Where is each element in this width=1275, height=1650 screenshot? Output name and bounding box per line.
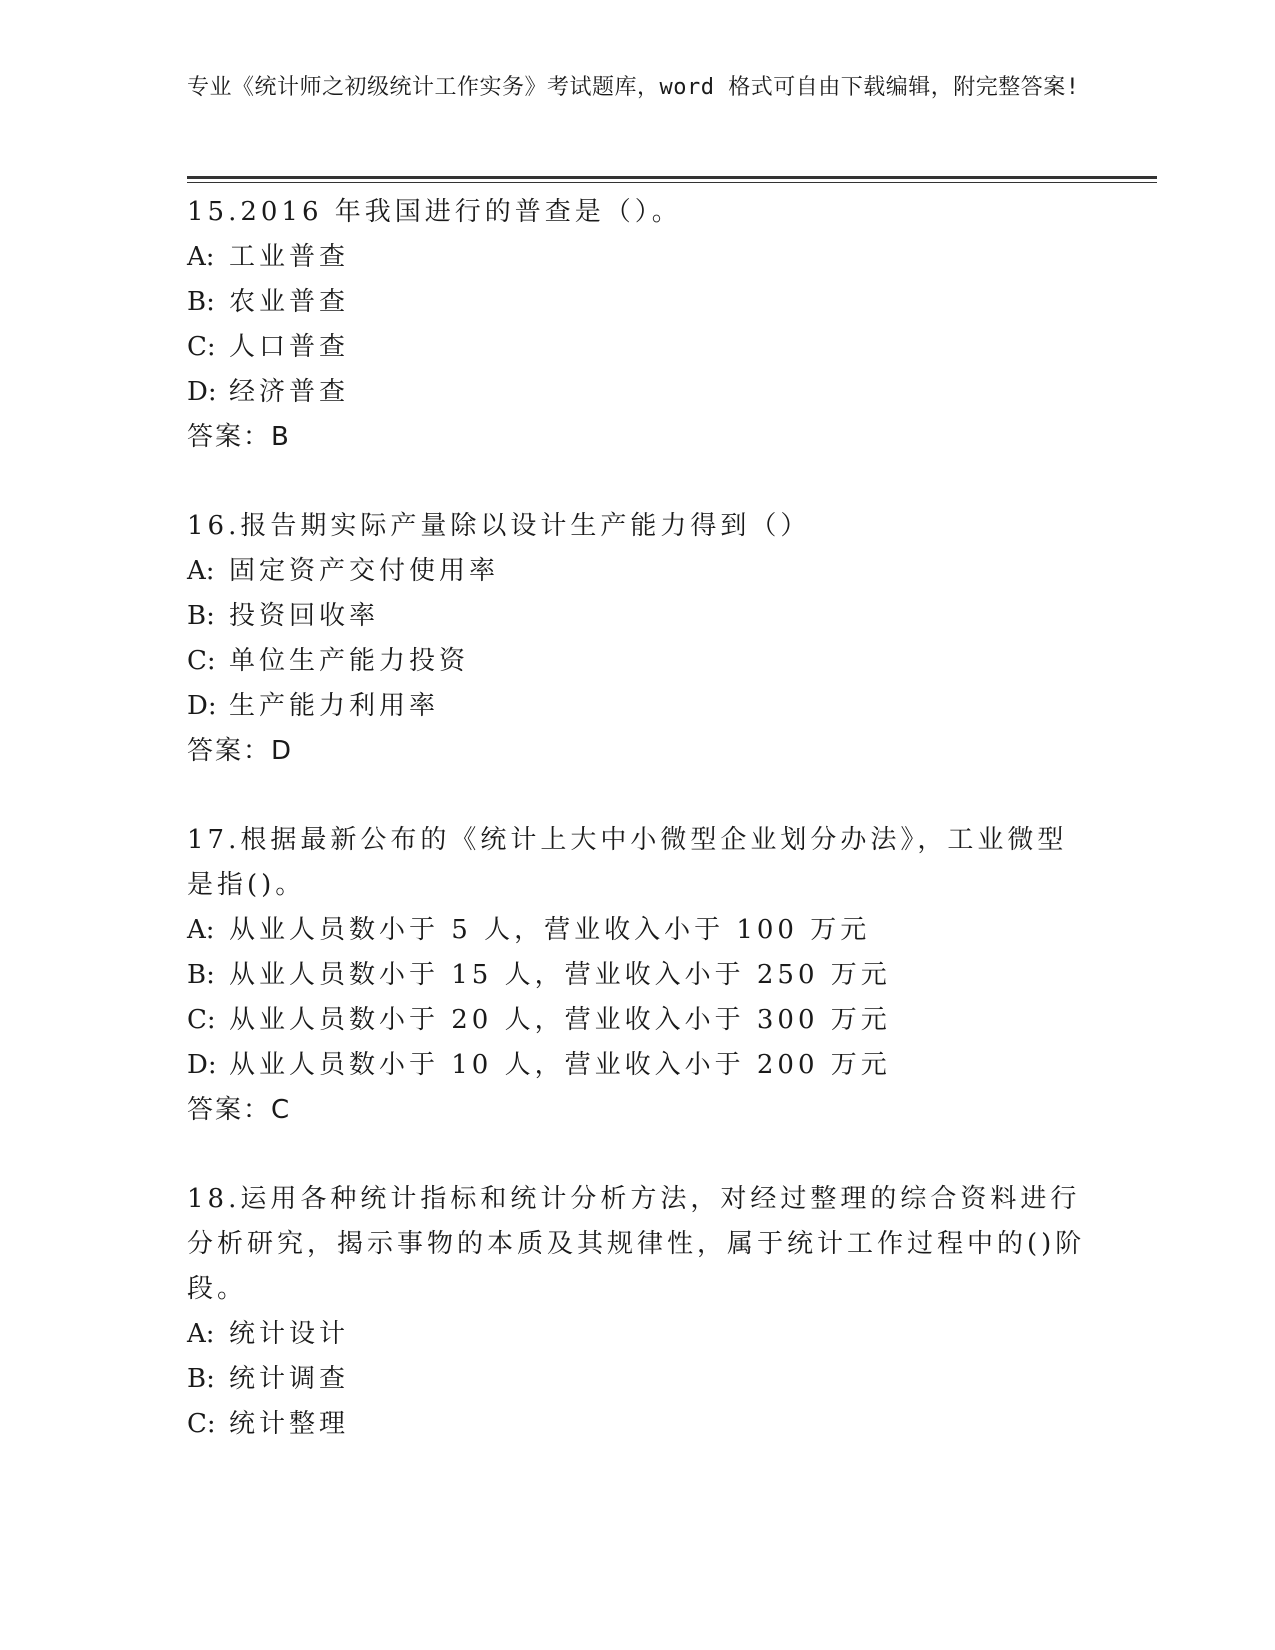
option-letter: C: [187,332,216,362]
option-letter: C: [187,1005,216,1035]
option-a [187,549,1087,594]
option-letter: A: [187,1319,215,1349]
question-15 [187,190,1087,460]
option-d [187,684,1087,729]
question-17 [187,818,1087,1133]
option-text: 从业人员数小于 15 人，营业收入小于 250 万元 [229,960,891,990]
option-letter: B: [187,601,215,631]
option-letter: C: [187,1409,216,1439]
option-text: 工业普查 [229,242,350,272]
option-text: 投资回收率 [229,601,380,631]
option-letter: B: [187,1364,215,1394]
option-text: 单位生产能力投资 [229,646,470,676]
option-letter: B: [187,960,215,990]
option-text: 人口普查 [229,332,350,362]
option-d [187,370,1087,415]
option-text: 从业人员数小于 5 人，营业收入小于 100 万元 [229,915,871,945]
option-text: 统计设计 [229,1319,350,1349]
option-letter: C: [187,646,216,676]
option-letter: A: [187,915,215,945]
option-text: 从业人员数小于 20 人，营业收入小于 300 万元 [229,1005,891,1035]
option-text: 经济普查 [229,377,350,407]
answer-line: 答案：D [187,736,294,766]
option-c [187,639,1087,684]
answer-line: 答案：B [187,422,291,452]
option-c [187,1402,1087,1447]
option-text: 统计调查 [229,1364,350,1394]
header-rule-thick [187,176,1157,179]
option-letter: B: [187,287,215,317]
option-letter: D: [187,691,217,721]
question-16 [187,504,1087,774]
option-letter: D: [187,1050,217,1080]
option-b [187,280,1087,325]
option-letter: A: [187,242,215,272]
option-b [187,953,1087,998]
option-b [187,594,1087,639]
question-text: 18.运用各种统计指标和统计分析方法，对经过整理的综合资料进行分析研究，揭示事物的本质及其规律性，属于统计工作过程中的()阶段。 [187,1184,1086,1304]
option-letter: A: [187,556,215,586]
option-text: 从业人员数小于 10 人，营业收入小于 200 万元 [229,1050,891,1080]
option-text: 农业普查 [229,287,350,317]
document-header: 专业《统计师之初级统计工作实务》考试题库，word 格式可自由下载编辑，附完整答案! [187,75,1080,100]
question-text: 15.2016 年我国进行的普查是（）。 [187,197,682,227]
answer-line: 答案：C [187,1095,292,1125]
option-text: 统计整理 [229,1409,350,1439]
option-a [187,1312,1087,1357]
option-letter: D: [187,377,217,407]
header-rule-thin [187,182,1157,183]
option-text: 固定资产交付使用率 [229,556,500,586]
option-c [187,325,1087,370]
option-a [187,908,1087,953]
option-c [187,998,1087,1043]
question-text: 17.根据最新公布的《统计上大中小微型企业划分办法》，工业微型是指()。 [187,825,1068,900]
option-text: 生产能力利用率 [229,691,440,721]
question-list [187,190,1087,1491]
option-b [187,1357,1087,1402]
question-text: 16.报告期实际产量除以设计生产能力得到（） [187,511,811,541]
option-a [187,235,1087,280]
option-d [187,1043,1087,1088]
question-18 [187,1177,1087,1447]
